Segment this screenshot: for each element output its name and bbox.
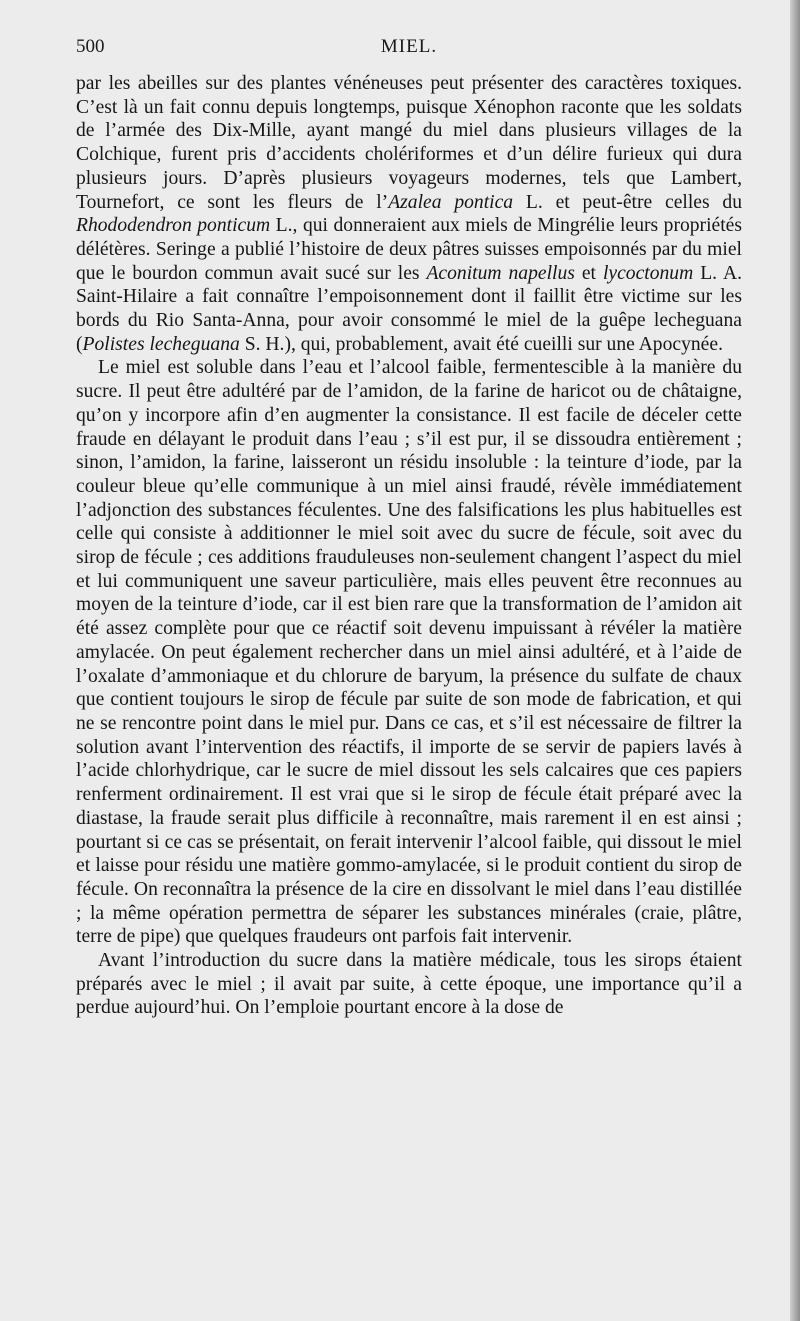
text-run: S. H.), qui, probablement, avait été cueilli sur une Apocynée. bbox=[239, 333, 723, 355]
page-number: 500 bbox=[76, 36, 105, 57]
italic-text-run: lycoctonum bbox=[602, 262, 694, 284]
page-header bbox=[76, 36, 742, 68]
paragraph-toxicity bbox=[76, 72, 742, 356]
text-run: Avant l’introduction du sucre dans la matière médicale, tous les sirops étaient préparés avec le miel ; il avait par suite, à cette époque, une importance qu’il a perdue aujourd’hui. On l’emploie pourtant encore à la dose de bbox=[76, 950, 742, 1019]
body-text bbox=[76, 72, 742, 1020]
running-title: MIEL. bbox=[380, 36, 438, 57]
italic-text-run: Aconitum napellus bbox=[426, 262, 575, 284]
text-run: L., qui donneraient aux miels de Mingrélie leurs propriétés délétères. Seringe a publié l’histoire de deux pâtres suisses empoisonnés par du miel que le bourdon commun avait sucé sur les bbox=[76, 215, 742, 284]
italic-text-run: Azalea pontica bbox=[388, 191, 514, 213]
paragraph-adulteration bbox=[76, 356, 742, 949]
paragraph-syrups bbox=[76, 949, 742, 1020]
text-run: par les abeilles sur des plantes vénéneuses peut présenter des caractères toxiques. C’est là un fait connu depuis longtemps, puisque Xénophon raconte que les soldats de l’armée des Dix-Mille, ayant mangé du miel dans plusieurs villages de la Colchique, furent pris d’accidents cholériformes et d’un délire furieux qui dura plusieurs jours. D’après plusieurs voyageurs modernes, tels que Lambert, Tournefort, ce sont les fleurs de l’ bbox=[76, 73, 742, 213]
text-run: L. et peut-être celles du bbox=[513, 191, 743, 213]
text-run: Le miel est soluble dans l’eau et l’alcool faible, fermentescible à la manière du sucre. Il peut être adultéré par de l’amidon, de la farine de haricot ou de châtaigne, qu’on y incorpore afin d’en augmenter la consistance. Il est facile de déceler cette fraude en délayant le produit dans l’eau ; s’il est pur, il se dissoudra entièrement ; sinon, l’amidon, la farine, laisseront un résidu insoluble : la teinture d’iode, par la couleur bleue qu’elle communique à un miel ainsi fraudé, révèle immédiatement l’adjonction des substances féculentes. Une des falsifications les plus habituelles est celle qui consiste à additionner le miel soit avec du sucre de fécule, soit avec du sirop de fécule ; ces additions frauduleuses non-seulement changent l’aspect du miel et lui communiquent une saveur particulière, mais elles peuvent être reconnues au moyen de la teinture d’iode, car il est bien rare que la transformation de l’amidon ait été assez complète pour que ce réactif soit devenu impuissant à révéler la matière amylacée. On peut également rechercher dans un miel ainsi adultéré, et à l’aide de l’oxalate d’ammoniaque et du chlorure de baryum, la présence du sulfate de chaux que contient toujours le sirop de fécule par suite de son mode de fabrication, et qui ne se rencontre point dans le miel pur. Dans ce cas, et s’il est nécessaire de filtrer la solution avant l’intervention des réactifs, il importe de se servir de papiers lavés à l’acide chlorhydrique, car le sucre de miel dissout les sels calcaires que ces papiers renferment ordinairement. Il est vrai que si le sirop de fécule était préparé avec la diastase, la fraude serait plus difficile à reconnaître, mais rarement il en est ainsi ; pourtant si ce cas se présentait, on ferait intervenir l’alcool faible, qui dissout le miel et laisse pour résidu une matière gommo-amylacée, si le produit contient du sirop de fécule. On reconnaîtra la présence de la cire en dissolvant le miel dans l’eau distillée ; la même opération permettra de séparer les substances minérales (craie, plâtre, terre de pipe) que quelques fraudeurs ont parfois fait intervenir. bbox=[76, 357, 742, 948]
text-run: L. A. Saint-Hilaire a fait connaître l’empoisonnement dont il faillit être victime sur les bords du Rio Santa-Anna, pour avoir consommé le miel de la guêpe lecheguana ( bbox=[76, 262, 742, 355]
page-edge-shadow bbox=[790, 0, 800, 1321]
italic-text-run: Rhododendron ponticum bbox=[76, 215, 271, 237]
italic-text-run: Polistes lecheguana bbox=[82, 333, 240, 355]
text-run: et bbox=[574, 262, 603, 284]
